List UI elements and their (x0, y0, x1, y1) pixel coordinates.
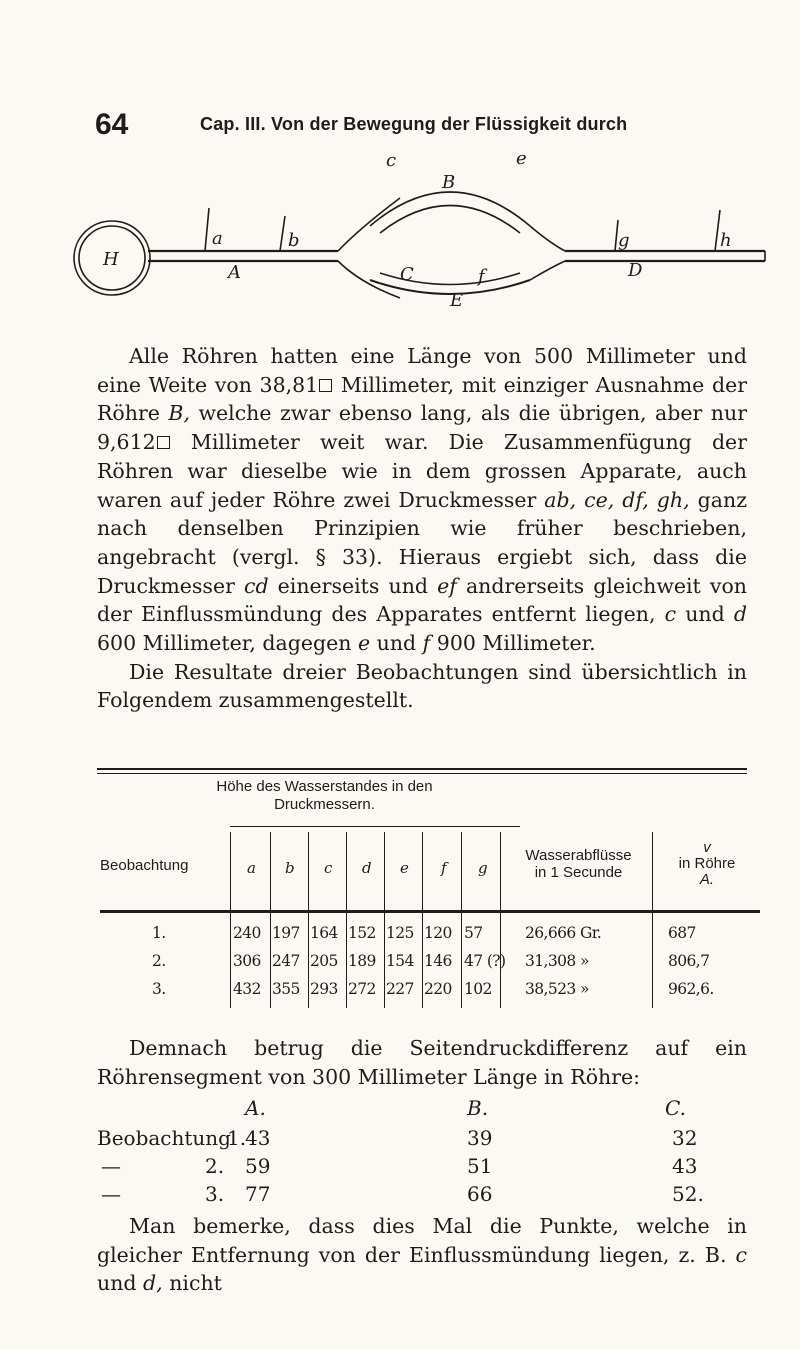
intro-paragraphs (97, 342, 747, 715)
diff-cell: 43 (245, 1126, 271, 1150)
fig-label-f: f (478, 266, 485, 287)
square-symbol-icon (319, 379, 332, 392)
cell: 240 (233, 924, 261, 942)
diff-cell: 77 (245, 1182, 271, 1206)
apparatus-figure (70, 148, 770, 308)
diff-header-c: C. (665, 1096, 686, 1120)
fig-label-e: e (516, 148, 527, 169)
diff-cell: 51 (467, 1154, 493, 1178)
col-header-a: a (247, 859, 256, 877)
paragraph-4: Man bemerke, dass dies Mal die Punkte, welche in gleicher Entfernung von der Einflussmündung liegen, z. B. c und d, nicht (97, 1214, 747, 1296)
cell-flow: 31,308 » (525, 952, 589, 970)
cell: 189 (348, 952, 376, 970)
cell: 227 (386, 980, 414, 998)
fig-label-g: g (618, 230, 630, 251)
cell: 57 (464, 924, 483, 942)
running-head: Cap. III. Von der Bewegung der Flüssigkeit durch (200, 114, 628, 134)
row-label-3: 3. (152, 980, 166, 998)
col-header-c: c (324, 859, 333, 877)
cell: 102 (464, 980, 492, 998)
diff-row-num: 2. (205, 1154, 225, 1178)
diff-cell: 32 (672, 1126, 698, 1150)
fig-label-b: b (288, 230, 300, 251)
col-header-flow: Wasserabflüsse in 1 Secunde (525, 847, 632, 881)
square-symbol-icon (157, 436, 170, 449)
cell: 355 (272, 980, 300, 998)
page-number: 64 (95, 108, 129, 141)
cell-velocity: 806,7 (668, 952, 710, 970)
cell: 197 (272, 924, 300, 942)
diff-cell: 59 (245, 1154, 271, 1178)
col-header-d: d (362, 859, 372, 877)
paragraph-2: Die Resultate dreier Beobachtungen sind übersichtlich in Folgendem zusammengestellt. (97, 659, 747, 713)
fig-label-big-b: B (442, 172, 456, 193)
cell-velocity: 687 (668, 924, 696, 942)
fig-label-h-res: H (103, 249, 119, 270)
diff-row-num: 3. (205, 1182, 225, 1206)
cell: 47 (?) (464, 952, 506, 970)
cell: 125 (386, 924, 414, 942)
diff-row-prefix: — (101, 1154, 121, 1178)
col-header-e: e (400, 859, 409, 877)
row-label-1: 1. (152, 924, 166, 942)
fig-label-a: a (212, 228, 223, 249)
cell: 154 (386, 952, 414, 970)
col-header-f: f (441, 859, 447, 877)
cell: 164 (310, 924, 338, 942)
cell: 272 (348, 980, 376, 998)
col-header-b: b (285, 859, 295, 877)
cell: 152 (348, 924, 376, 942)
cell: 205 (310, 952, 338, 970)
fig-label-big-c: C (400, 264, 414, 285)
fig-label-c: c (386, 150, 397, 171)
fig-label-big-d: D (628, 260, 643, 281)
cell-flow: 38,523 » (525, 980, 589, 998)
page-header (95, 108, 775, 141)
cell: 306 (233, 952, 261, 970)
diff-header-a: A. (245, 1096, 266, 1120)
diff-cell: 39 (467, 1126, 493, 1150)
fig-label-big-e: E (450, 290, 464, 308)
diff-header-b: B. (467, 1096, 489, 1120)
row-label-2: 2. (152, 952, 166, 970)
cell-flow: 26,666 Gr. (525, 924, 602, 942)
cell: 120 (424, 924, 452, 942)
diff-cell: 52. (672, 1182, 704, 1206)
cell: 220 (424, 980, 452, 998)
diff-cell: 66 (467, 1182, 493, 1206)
col-header-g: g (478, 859, 488, 877)
fig-label-h: h (720, 230, 732, 251)
cell: 146 (424, 952, 452, 970)
cell: 247 (272, 952, 300, 970)
table-caption: Höhe des Wasserstandes in den Druckmessern. (216, 778, 433, 813)
diff-row-num: 1. (227, 1126, 247, 1150)
section-divider (97, 768, 747, 774)
cell: 293 (310, 980, 338, 998)
fig-label-big-a: A (228, 262, 241, 283)
cell-velocity: 962,6. (668, 980, 714, 998)
cell: 432 (233, 980, 261, 998)
paragraph-1: Alle Röhren hatten eine Länge von 500 Millimeter und eine Weite von 38,81 Millimeter, mit einziger Ausnahme der Röhre B, welche zwar ebenso lang, als die übrigen, aber nur 9,612 Millimeter weit war. Die Zusammenfügung der Röhren war dieselbe wie in dem grossen Apparate, auch waren auf jeder Röhre zwei Druckmesser ab, ce, df, gh, ganz nach denselben Prinzipien wie früher beschrieben, angebracht (vergl. § 33). Hieraus ergiebt sich, dass die Druckmesser cd einerseits und ef andrerseits gleichweit von der Einflussmündung des Apparates entfernt liegen, c und d 600 Millimeter, dagegen e und f 900 Millimeter. (97, 344, 748, 656)
col-header-velocity: v in Röhre A. (678, 839, 736, 888)
diff-cell: 43 (672, 1154, 698, 1178)
diff-row-prefix: Beobachtung (97, 1126, 231, 1150)
diff-row-prefix: — (101, 1182, 121, 1206)
col-header-beobachtung: Beobachtung (100, 857, 189, 874)
paragraph-3: Demnach betrug die Seitendruckdifferenz auf ein Röhrensegment von 300 Millimeter Länge in Röhre: (97, 1036, 747, 1089)
